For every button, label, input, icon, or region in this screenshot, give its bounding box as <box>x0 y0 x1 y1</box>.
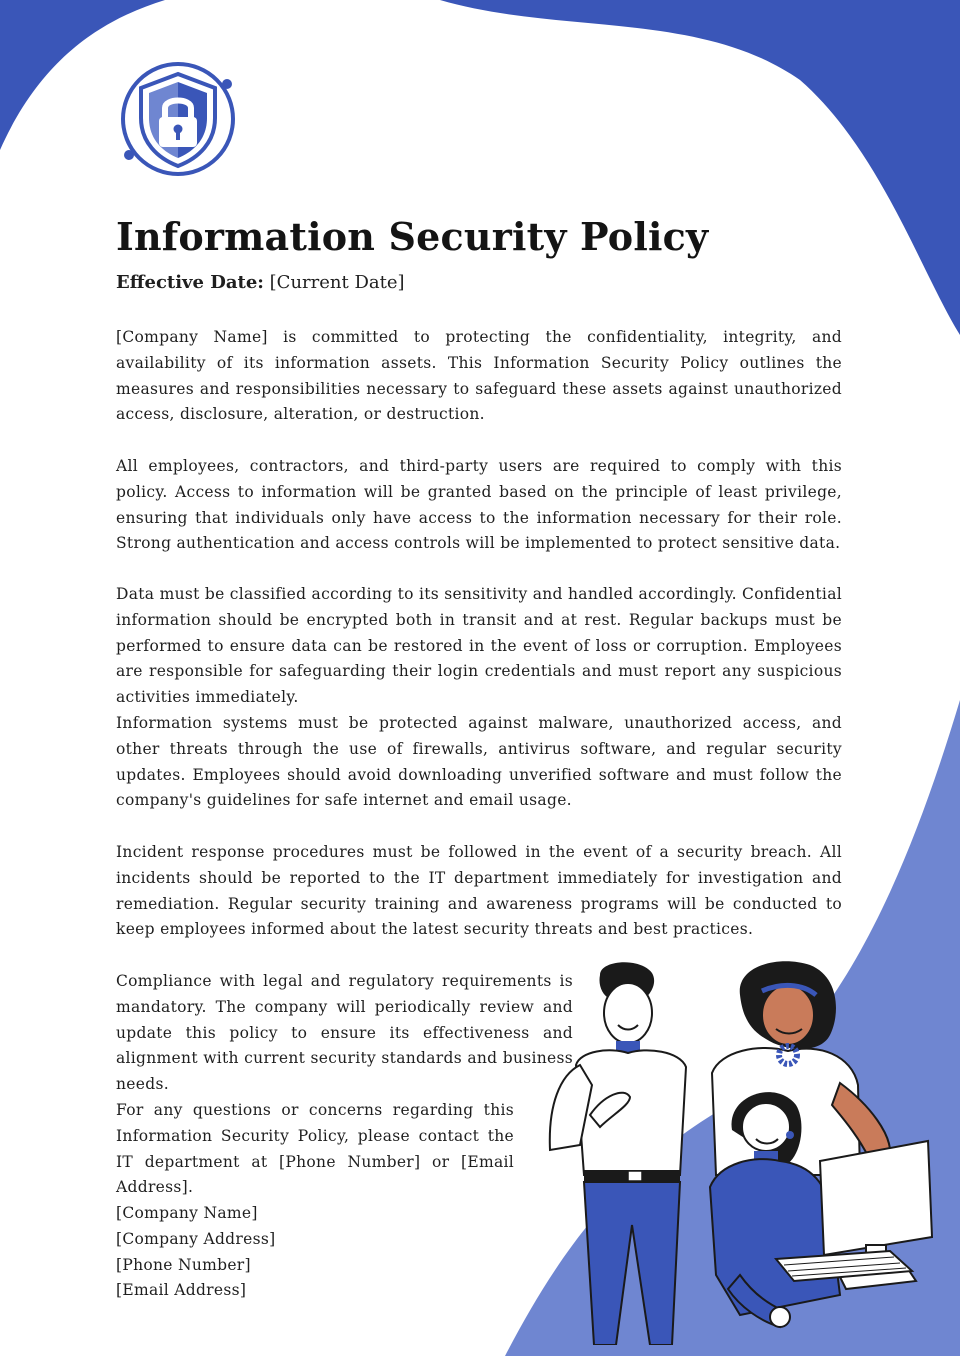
paragraph-access: All employees, contractors, and third-party users are required to comply with this policy. Access to information will be granted based on the principle of least privilege, ensuring that individuals only have access to the information necessary for their role. Strong authentication and access controls will be implemented to protect sensitive data. <box>116 457 842 553</box>
contact-company-name: [Company Name] <box>116 1204 258 1222</box>
team-illustration <box>540 955 950 1345</box>
paragraph-systems: Information systems must be protected against malware, unauthorized access, and other threats through the use of firewalls, antivirus software, and regular security updates. Employees should avoid downloading unverified software and must follow the company's guidelines for safe internet and email usage. <box>116 714 842 810</box>
paragraph-intro: [Company Name] is committed to protecting the confidentiality, integrity, and availability of its information assets. This Information Security Policy outlines the measures and responsibilities necessary to safeguard these assets against unauthorized access, disclosure, alteration, or destruction. <box>116 328 842 424</box>
contact-block <box>116 1201 275 1304</box>
paragraph-questions: For any questions or concerns regarding this Information Security Policy, please contact the IT department at [Phone Number] or [Email Address]. <box>116 1101 514 1197</box>
woman-figure <box>712 961 890 1175</box>
paragraph-compliance: Compliance with legal and regulatory requirements is mandatory. The company will periodically review and update this policy to ensure its effectiveness and alignment with current security standards and business needs. <box>116 972 573 1094</box>
man-figure <box>550 962 686 1345</box>
contact-email-address: [Email Address] <box>116 1281 247 1300</box>
page-title: Information Security Policy <box>116 214 709 259</box>
paragraph-data: Data must be classified according to its sensitivity and handled accordingly. Confidential information should be encrypted both in transit and at rest. Regular backups must be performed to ensure data can be restored in the event of loss or corruption. Employees are responsible for safeguarding their login credentials and must report any suspicious activities immediately. <box>116 585 842 707</box>
top-right-blob <box>440 0 960 335</box>
effective-date <box>116 272 405 293</box>
paragraph-incident: Incident response procedures must be followed in the event of a security breach. All incidents should be reported to the IT department immediately for investigation and remediation. Regular security training and awareness programs will be conducted to keep employees informed about the latest security threats and best practices. <box>116 843 842 939</box>
effective-date-value: [Current Date] <box>269 272 405 293</box>
contact-company-address: [Company Address] <box>116 1229 276 1248</box>
effective-date-label: Effective Date: <box>116 272 264 293</box>
contact-phone-number: [Phone Number] <box>116 1255 251 1274</box>
shield-lock-icon <box>117 60 239 182</box>
